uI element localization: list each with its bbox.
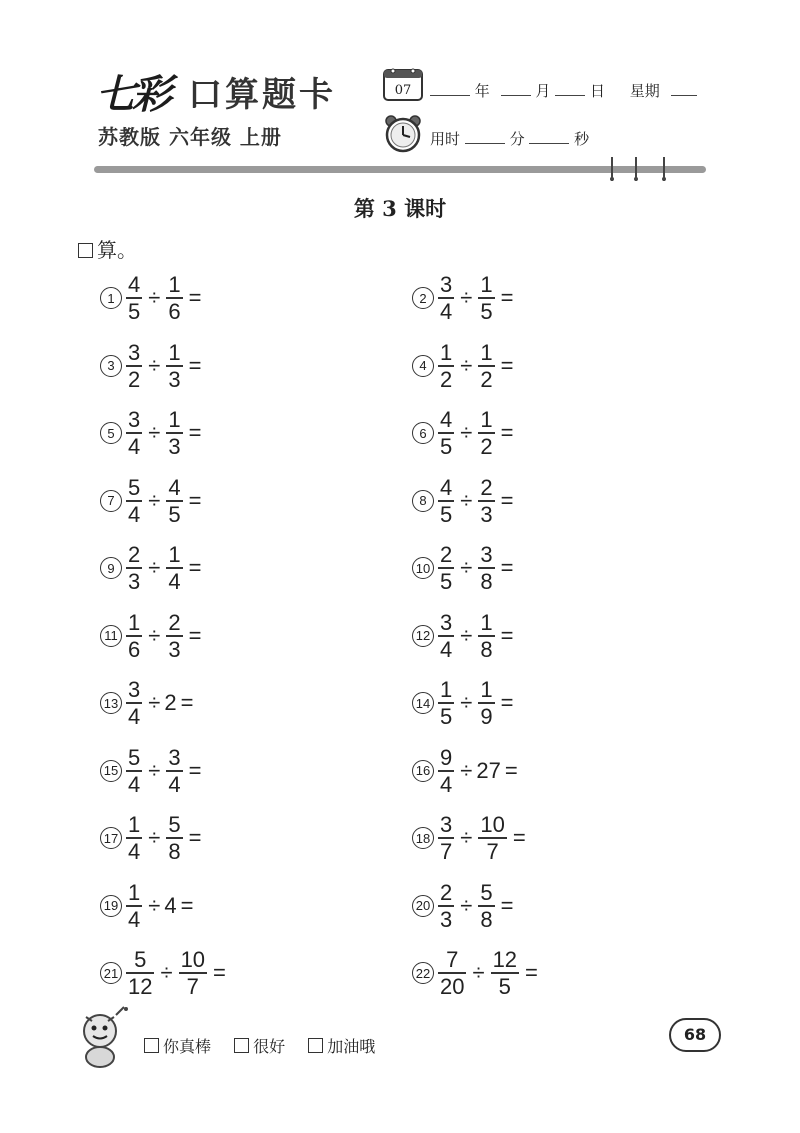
numerator: 1 — [128, 812, 141, 837]
fraction — [438, 610, 454, 662]
pin-icon — [610, 157, 614, 181]
weekday-label: 星期 — [629, 82, 660, 100]
numerator: 1 — [440, 339, 453, 365]
denominator: 4 — [128, 906, 141, 932]
equals-sign: = — [500, 487, 514, 513]
problem-number: 21 — [100, 962, 122, 984]
fraction — [438, 542, 454, 594]
numerator: 2 — [480, 474, 493, 500]
denominator: 4 — [128, 771, 141, 797]
brand-title: 口算题卡 — [188, 75, 336, 115]
checkbox-icon[interactable] — [144, 1038, 159, 1053]
divide-sign: ÷ — [460, 757, 473, 783]
problem-number: 11 — [100, 625, 122, 647]
equals-sign: = — [180, 892, 194, 918]
problem-number: 3 — [100, 355, 122, 377]
denominator: 3 — [168, 636, 181, 662]
instruction — [78, 234, 137, 263]
fraction — [166, 340, 182, 392]
numerator: 1 — [128, 879, 141, 905]
numerator: 10 — [480, 812, 505, 837]
equals-sign: = — [188, 487, 202, 513]
fraction — [478, 677, 494, 729]
brand-logo: 七彩 — [96, 71, 168, 118]
divide-sign: ÷ — [460, 892, 473, 918]
denominator: 9 — [480, 704, 493, 729]
edition-subtitle: 苏教版 六年级 上册 — [98, 125, 282, 149]
fraction — [166, 407, 182, 459]
problem-13 — [100, 675, 197, 731]
equals-sign: = — [525, 960, 538, 985]
denominator: 4 — [128, 434, 141, 459]
fraction — [478, 340, 494, 392]
problem-number: 16 — [412, 760, 434, 782]
checkbox-icon — [78, 243, 93, 258]
numerator: 5 — [128, 744, 141, 770]
seconds-label: 秒 — [574, 130, 590, 148]
denominator: 4 — [128, 704, 141, 729]
minutes-blank[interactable] — [465, 131, 505, 144]
fraction — [126, 812, 142, 864]
denominator: 8 — [480, 569, 493, 594]
numerator: 7 — [446, 947, 459, 972]
problem-number: 20 — [412, 895, 434, 917]
fraction — [438, 677, 454, 729]
fraction — [438, 340, 454, 392]
fraction — [166, 812, 182, 864]
day-label: 日 — [589, 82, 605, 100]
pin-icon — [634, 157, 638, 181]
denominator: 5 — [440, 569, 453, 594]
numerator: 3 — [128, 339, 141, 365]
divide-sign: ÷ — [148, 352, 161, 378]
problem-number: 19 — [100, 895, 122, 917]
day-blank[interactable] — [555, 83, 585, 96]
denominator: 2 — [128, 366, 141, 392]
alarm-clock-icon — [383, 113, 423, 153]
problem-5 — [100, 405, 205, 461]
self-rating — [144, 1034, 393, 1057]
denominator: 2 — [440, 366, 453, 392]
numerator: 1 — [480, 272, 493, 297]
fraction — [478, 880, 494, 932]
divide-sign: ÷ — [160, 960, 173, 985]
fraction — [166, 542, 182, 594]
integer-term: 2 — [164, 690, 177, 715]
fraction — [126, 272, 142, 324]
equals-sign: = — [188, 757, 202, 783]
denominator: 4 — [128, 501, 141, 527]
problem-18 — [412, 810, 530, 866]
numerator: 1 — [480, 609, 493, 635]
divide-sign: ÷ — [460, 690, 473, 715]
fraction — [126, 475, 142, 527]
denominator: 8 — [480, 636, 493, 662]
brand — [96, 70, 366, 120]
numerator: 3 — [440, 812, 453, 837]
divide-sign: ÷ — [148, 757, 161, 783]
divide-sign: ÷ — [460, 622, 473, 648]
numerator: 3 — [480, 542, 493, 567]
fraction — [126, 542, 142, 594]
denominator: 8 — [480, 906, 493, 932]
denominator: 2 — [480, 434, 493, 459]
fraction — [166, 475, 182, 527]
minutes-label: 分 — [509, 130, 525, 148]
divide-sign: ÷ — [148, 892, 161, 918]
denominator: 5 — [128, 299, 141, 324]
problem-number: 8 — [412, 490, 434, 512]
equals-sign: = — [500, 622, 514, 648]
divide-sign: ÷ — [148, 690, 161, 715]
problem-15 — [100, 743, 205, 799]
problem-1 — [100, 270, 205, 326]
equals-sign: = — [188, 352, 202, 378]
lesson-title: 第 3 课时 — [353, 196, 447, 221]
equals-sign: = — [188, 555, 202, 580]
fraction — [126, 880, 142, 932]
pin-icon — [662, 157, 666, 181]
fraction — [166, 745, 182, 797]
denominator: 6 — [168, 299, 181, 324]
rating-option[interactable]: 加油哦 — [308, 1037, 375, 1056]
divide-sign: ÷ — [148, 285, 161, 310]
numerator: 3 — [128, 407, 141, 432]
problem-10 — [412, 540, 517, 596]
denominator: 5 — [168, 501, 181, 527]
numerator: 2 — [440, 542, 453, 567]
problem-number: 9 — [100, 557, 122, 579]
numerator: 3 — [440, 272, 453, 297]
denominator: 7 — [440, 839, 453, 864]
numerator: 1 — [128, 609, 141, 635]
divide-sign: ÷ — [460, 487, 473, 513]
problem-number: 13 — [100, 692, 122, 714]
equals-sign: = — [504, 757, 518, 783]
fraction — [126, 610, 142, 662]
fraction — [179, 947, 207, 999]
numerator: 10 — [180, 947, 206, 972]
numerator: 1 — [480, 339, 493, 365]
problem-3 — [100, 338, 205, 394]
numerator: 2 — [440, 879, 453, 905]
problem-number: 5 — [100, 422, 122, 444]
denominator: 3 — [128, 569, 141, 594]
divide-sign: ÷ — [460, 352, 473, 378]
numerator: 1 — [440, 677, 453, 702]
fraction — [126, 677, 142, 729]
page-number: 68 — [669, 1018, 721, 1052]
problem-21 — [100, 945, 230, 1001]
denominator: 4 — [440, 636, 453, 662]
denominator: 3 — [440, 906, 453, 932]
problem-number: 15 — [100, 760, 122, 782]
seconds-blank[interactable] — [529, 131, 569, 144]
denominator: 4 — [128, 839, 141, 864]
date-fields — [430, 80, 697, 101]
numerator: 5 — [168, 812, 181, 837]
calendar-day: 07 — [394, 83, 412, 98]
year-blank[interactable] — [430, 83, 470, 96]
denominator: 4 — [168, 569, 181, 594]
numerator: 2 — [128, 542, 141, 567]
fraction — [438, 880, 454, 932]
divide-sign: ÷ — [460, 555, 473, 580]
denominator: 12 — [128, 974, 153, 999]
divide-sign: ÷ — [460, 420, 473, 445]
fraction — [478, 542, 494, 594]
problem-number: 1 — [100, 287, 122, 309]
integer-term: 27 — [476, 757, 501, 783]
problem-number: 12 — [412, 625, 434, 647]
equals-sign: = — [188, 285, 202, 310]
problem-11 — [100, 608, 205, 664]
fraction — [438, 947, 466, 999]
problem-number: 18 — [412, 827, 434, 849]
year-label: 年 — [474, 82, 490, 100]
numerator: 5 — [128, 474, 141, 500]
problem-4 — [412, 338, 517, 394]
fraction — [438, 745, 454, 797]
problem-2 — [412, 270, 517, 326]
numerator: 12 — [492, 947, 518, 972]
problem-17 — [100, 810, 205, 866]
numerator: 5 — [134, 947, 147, 972]
equals-sign: = — [500, 352, 514, 378]
fraction — [478, 610, 494, 662]
fraction — [166, 272, 182, 324]
divide-sign: ÷ — [148, 420, 161, 445]
problem-number: 10 — [412, 557, 434, 579]
numerator: 5 — [480, 879, 493, 905]
fraction — [438, 812, 454, 864]
numerator: 3 — [128, 677, 141, 702]
divide-sign: ÷ — [148, 487, 161, 513]
denominator: 5 — [498, 974, 511, 999]
numerator: 1 — [168, 272, 181, 297]
fraction — [478, 407, 494, 459]
divide-sign: ÷ — [148, 825, 161, 850]
equals-sign: = — [188, 622, 202, 648]
problem-8 — [412, 473, 517, 529]
problem-20 — [412, 878, 517, 934]
fraction — [478, 475, 494, 527]
rating-option[interactable]: 很好 — [234, 1037, 285, 1056]
problem-16 — [412, 743, 522, 799]
equals-sign: = — [512, 825, 526, 850]
numerator: 4 — [440, 474, 453, 500]
fraction — [126, 745, 142, 797]
problem-7 — [100, 473, 205, 529]
denominator: 3 — [168, 366, 181, 392]
denominator: 4 — [440, 771, 453, 797]
fraction — [438, 475, 454, 527]
divide-sign: ÷ — [460, 285, 473, 310]
denominator: 7 — [186, 974, 199, 999]
problem-22 — [412, 945, 542, 1001]
numerator: 4 — [168, 474, 181, 500]
fraction — [478, 272, 494, 324]
numerator: 1 — [168, 542, 181, 567]
fraction — [478, 812, 506, 864]
problem-14 — [412, 675, 517, 731]
checkbox-icon[interactable] — [234, 1038, 249, 1053]
denominator: 5 — [440, 501, 453, 527]
denominator: 2 — [480, 366, 493, 392]
problem-6 — [412, 405, 517, 461]
header-divider — [94, 166, 706, 173]
numerator: 1 — [480, 407, 493, 432]
problem-19 — [100, 878, 197, 934]
problem-number: 4 — [412, 355, 434, 377]
equals-sign: = — [213, 960, 226, 985]
equals-sign: = — [180, 690, 194, 715]
integer-term: 4 — [164, 892, 177, 918]
problem-number: 14 — [412, 692, 434, 714]
problem-number: 2 — [412, 287, 434, 309]
equals-sign: = — [188, 420, 202, 445]
calendar-icon — [383, 67, 423, 101]
fraction — [438, 407, 454, 459]
numerator: 3 — [440, 609, 453, 635]
denominator: 3 — [168, 434, 181, 459]
denominator: 4 — [440, 299, 453, 324]
rating-option[interactable]: 你真棒 — [144, 1037, 211, 1056]
divide-sign: ÷ — [460, 825, 473, 850]
mascot-icon — [70, 1005, 134, 1069]
denominator: 5 — [440, 434, 453, 459]
numerator: 2 — [168, 609, 181, 635]
problem-number: 7 — [100, 490, 122, 512]
equals-sign: = — [500, 555, 514, 580]
divide-sign: ÷ — [148, 555, 161, 580]
problem-number: 22 — [412, 962, 434, 984]
numerator: 1 — [168, 339, 181, 365]
weekday-blank[interactable] — [671, 83, 697, 96]
denominator: 4 — [168, 771, 181, 797]
problem-number: 6 — [412, 422, 434, 444]
numerator: 1 — [480, 677, 493, 702]
numerator: 3 — [168, 744, 181, 770]
time-fields — [430, 128, 589, 149]
equals-sign: = — [500, 690, 514, 715]
checkbox-icon[interactable] — [308, 1038, 323, 1053]
divide-sign: ÷ — [472, 960, 485, 985]
denominator: 3 — [480, 501, 493, 527]
time-label: 用时 — [430, 130, 461, 148]
fraction — [126, 340, 142, 392]
denominator: 7 — [486, 839, 499, 864]
numerator: 9 — [440, 744, 453, 770]
fraction — [166, 610, 182, 662]
fraction — [491, 947, 519, 999]
denominator: 5 — [440, 704, 453, 729]
month-blank[interactable] — [501, 83, 531, 96]
equals-sign: = — [500, 420, 514, 445]
denominator: 5 — [480, 299, 493, 324]
problem-9 — [100, 540, 205, 596]
problem-12 — [412, 608, 517, 664]
denominator: 8 — [168, 839, 181, 864]
fraction — [438, 272, 454, 324]
equals-sign: = — [500, 285, 514, 310]
numerator: 4 — [440, 407, 453, 432]
numerator: 4 — [128, 272, 141, 297]
fraction — [126, 407, 142, 459]
equals-sign: = — [500, 892, 514, 918]
problem-number: 17 — [100, 827, 122, 849]
denominator: 20 — [440, 974, 465, 999]
equals-sign: = — [188, 825, 202, 850]
fraction — [126, 947, 154, 999]
divide-sign: ÷ — [148, 622, 161, 648]
instruction-text: 算。 — [97, 238, 137, 262]
month-label: 月 — [535, 82, 551, 100]
denominator: 6 — [128, 636, 141, 662]
numerator: 1 — [168, 407, 181, 432]
